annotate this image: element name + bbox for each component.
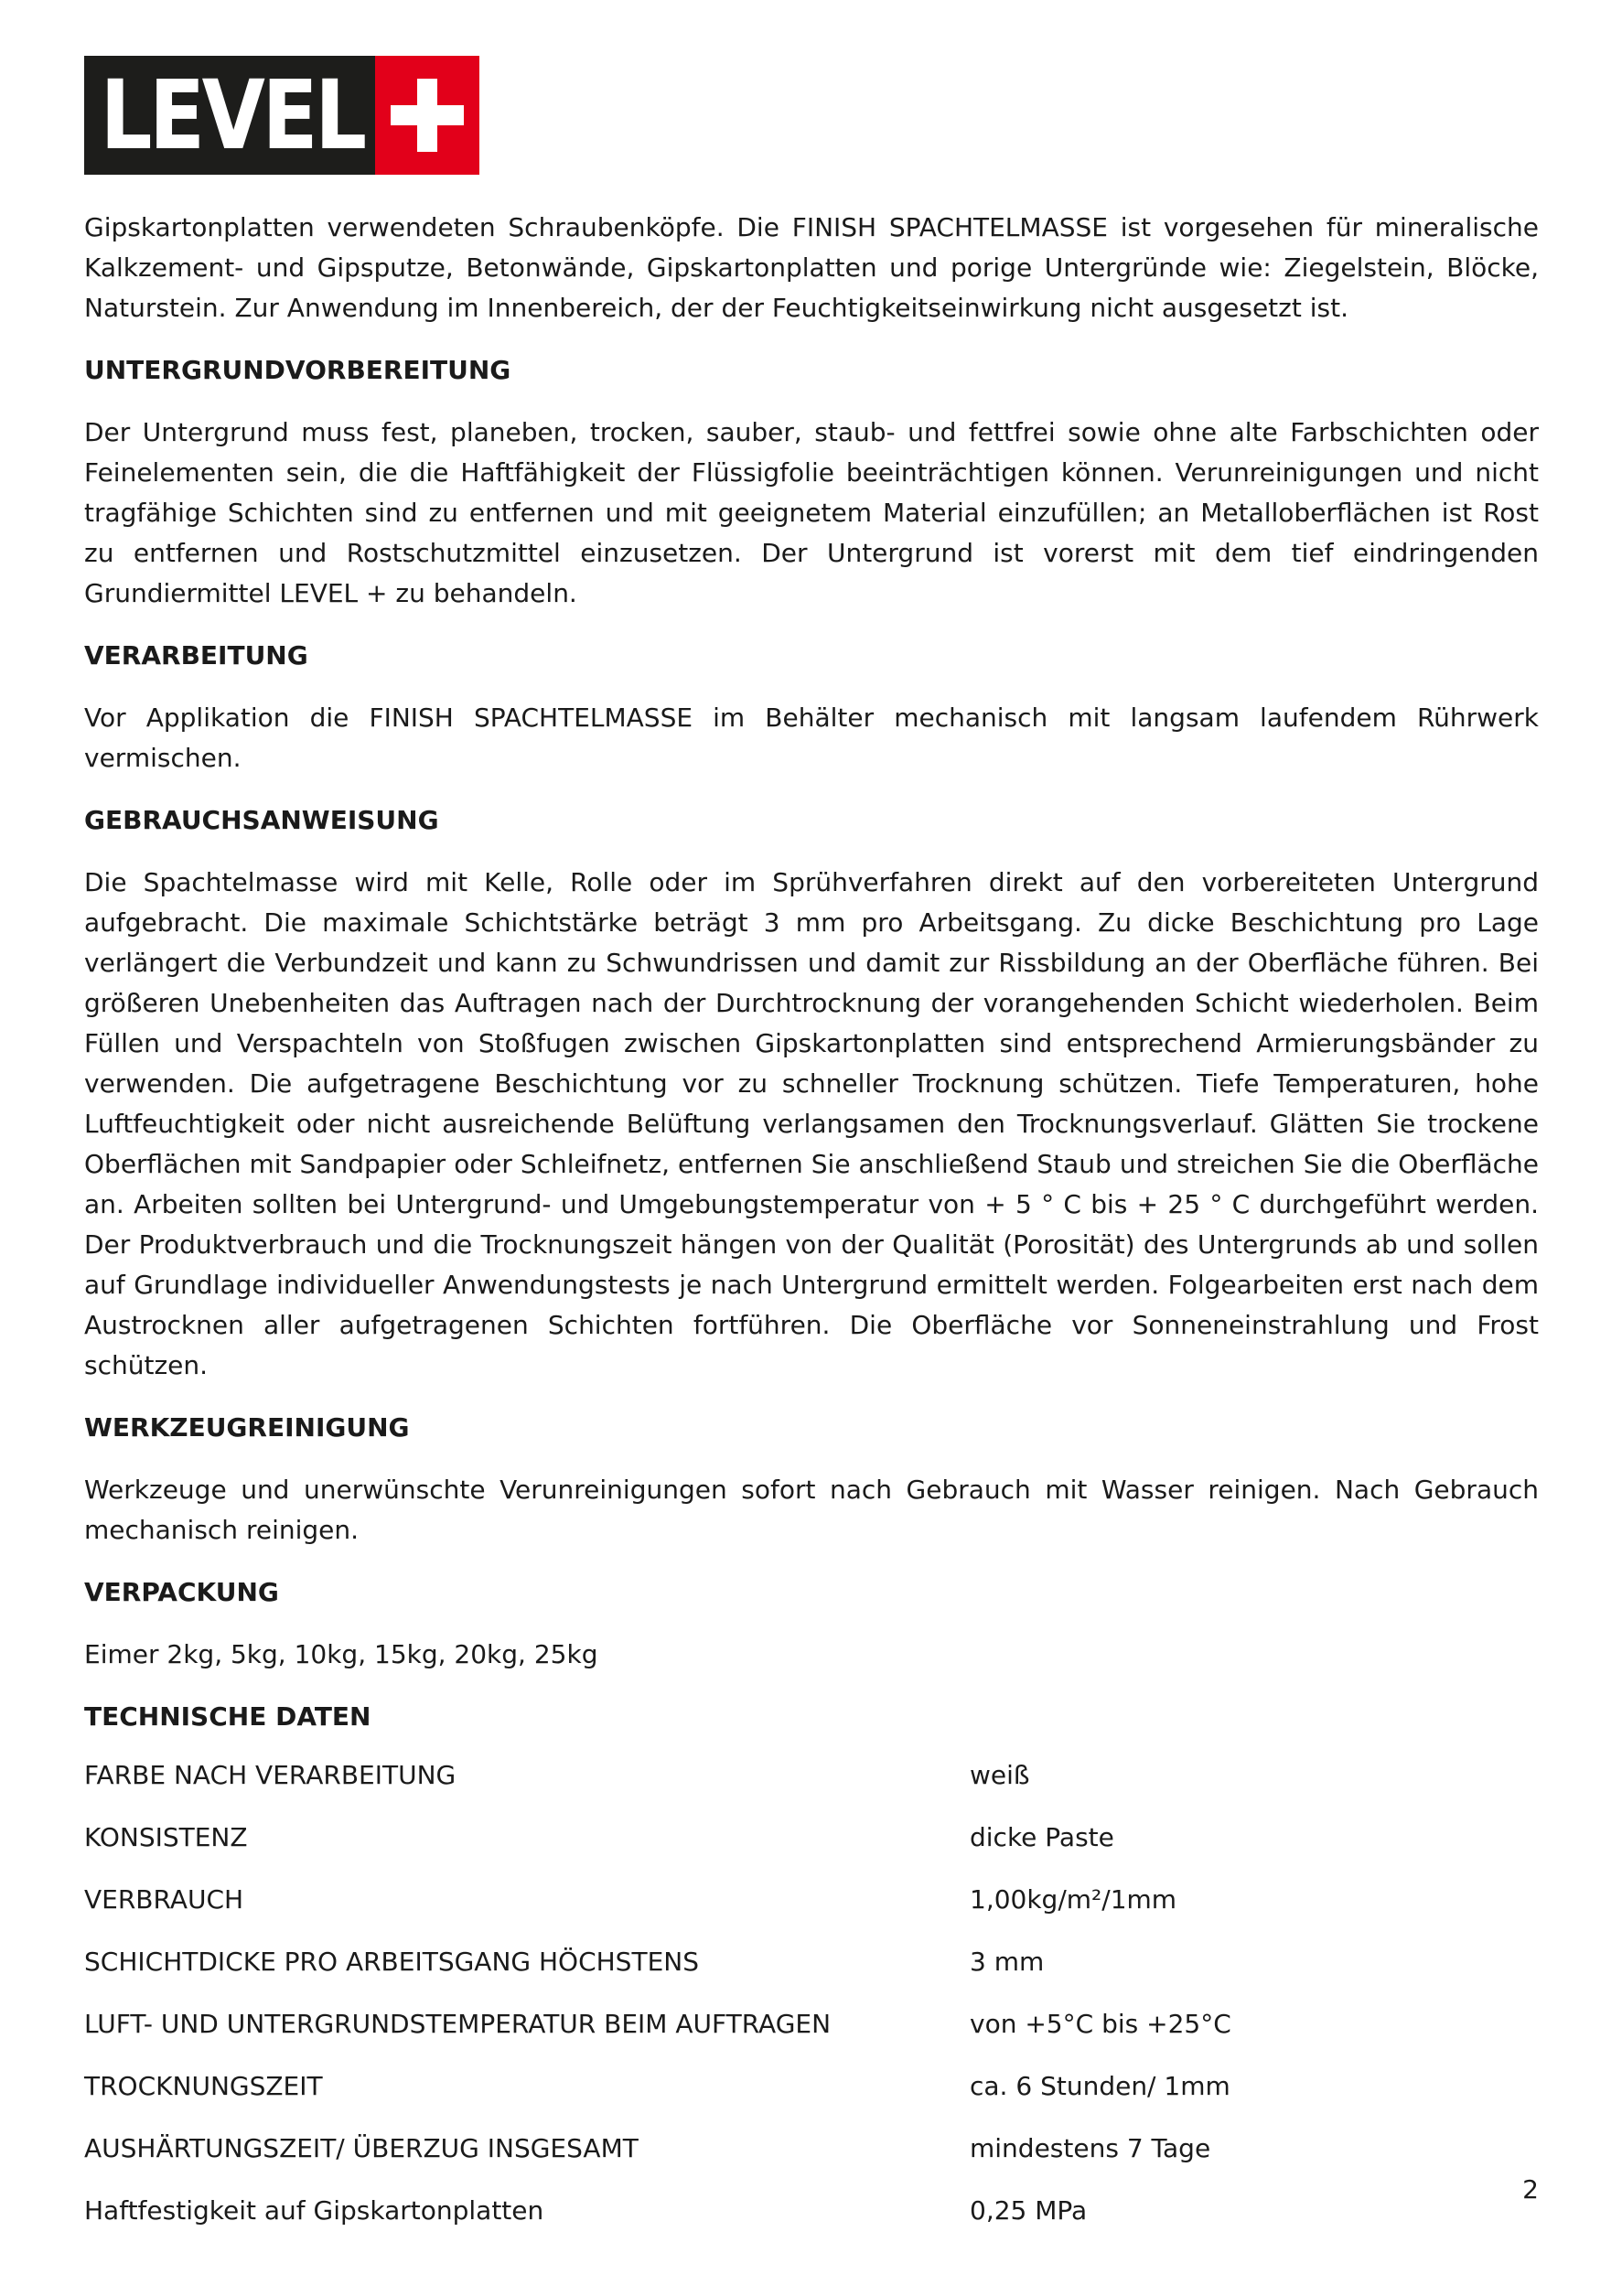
tech-label: LUFT- UND UNTERGRUNDSTEMPERATUR BEIM AUFTRAGEN: [84, 2009, 832, 2039]
tech-value: von +5°C bis +25°C: [970, 2009, 1231, 2039]
technical-data-table: [84, 1755, 1539, 2253]
table-row: [84, 2004, 1539, 2066]
tech-label: AUSHÄRTUNGSZEIT/ ÜBERZUG INSGESAMT: [84, 2133, 639, 2163]
logo-wordmark-block: [84, 56, 375, 175]
plus-icon-vertical: [417, 79, 437, 152]
section-heading-verpackung: VERPACKUNG: [84, 1577, 279, 1607]
section-heading-gebrauchsanweisung: GEBRAUCHSANWEISUNG: [84, 805, 439, 835]
table-row: [84, 2066, 1539, 2129]
section-text-untergrundvorbereitung: Der Untergrund muss fest, planeben, trocken, sauber, staub- und fettfrei sowie ohne alte Farbschichten oder Feinelementen sein, die die Haftfähigkeit der Flüssigfolie beeinträchtigen können. Verunreinigungen und nicht tragfähige Schichten sind zu entfernen und mit geeignetem Material einzufüllen; an Metalloberflächen ist Rost zu entfernen und Rostschutzmittel einzusetzen. Der Untergrund ist vorerst mit dem tief eindringenden Grundiermittel LEVEL + zu behandeln.: [84, 417, 1539, 608]
section-text-verarbeitung: Vor Applikation die FINISH SPACHTELMASSE im Behälter mechanisch mit langsam laufendem Rührwerk vermischen.: [84, 703, 1539, 773]
section-text-werkzeugreinigung: Werkzeuge und unerwünschte Verunreinigungen sofort nach Gebrauch mit Wasser reinigen. Nach Gebrauch mechanisch reinigen.: [84, 1475, 1539, 1545]
tech-label: VERBRAUCH: [84, 1884, 244, 1915]
table-row: [84, 2129, 1539, 2191]
tech-value: mindestens 7 Tage: [970, 2133, 1211, 2163]
logo-plus-block: [375, 56, 479, 175]
intro-paragraph: Gipskartonplatten verwendeten Schraubenköpfe. Die FINISH SPACHTELMASSE ist vorgesehen für mineralische Kalkzement- und Gipsputze, Betonwände, Gipskartonplatten und porige Untergründe wie: Ziegelstein, Blöcke, Naturstein. Zur Anwendung im Innenbereich, der der Feuchtigkeitseinwirkung nicht ausgesetzt ist.: [84, 212, 1539, 323]
tech-label: KONSISTENZ: [84, 1822, 248, 1852]
level-plus-logo: [84, 56, 479, 175]
section-text-gebrauchsanweisung: Die Spachtelmasse wird mit Kelle, Rolle oder im Sprühverfahren direkt auf den vorbereiteten Untergrund aufgebracht. Die maximale Schichtstärke beträgt 3 mm pro Arbeitsgang. Zu dicke Beschichtung pro Lage verlängert die Verbundzeit und kann zu Schwundrissen und damit zur Rissbildung an der Oberfläche führen. Bei größeren Unebenheiten das Auftragen nach der Durchtrocknung der vorangehenden Schicht wiederholen. Beim Füllen und Verspachteln von Stoßfugen zwischen Gipskartonplatten sind entsprechend Armierungsbänder zu verwenden. Die aufgetragene Beschichtung vor zu schneller Trocknung schützen. Tiefe Temperaturen, hohe Luftfeuchtigkeit oder nicht ausreichende Belüftung verlangsamen den Trocknungsverlauf. Glätten Sie trockene Oberflächen mit Sandpapier oder Schleifnetz, entfernen Sie anschließend Staub und streichen Sie die Oberfläche an. Arbeiten sollten bei Untergrund- und Umgebungstemperatur von + 5 ° C bis + 25 ° C durchgeführt werden. Der Produktverbrauch und die Trocknungszeit hängen von der Qualität (Porosität) des Untergrunds ab und sollen auf Grundlage individueller Anwendungstests je nach Untergrund ermittelt werden. Folgearbeiten erst nach dem Austrocknen aller aufgetragenen Schichten fortführen. Die Oberfläche vor Sonneneinstrahlung und Frost schützen.: [84, 867, 1539, 1380]
tech-value: dicke Paste: [970, 1822, 1114, 1852]
tech-label: TROCKNUNGSZEIT: [84, 2071, 323, 2101]
section-text-verpackung: Eimer 2kg, 5kg, 10kg, 15kg, 20kg, 25kg: [84, 1639, 598, 1669]
tech-value: 1,00kg/m²/1mm: [970, 1884, 1177, 1915]
tech-value: ca. 6 Stunden/ 1mm: [970, 2071, 1230, 2101]
tech-value: 3 mm: [970, 1947, 1045, 1977]
section-heading-werkzeugreinigung: WERKZEUGREINIGUNG: [84, 1412, 410, 1443]
tech-label: FARBE NACH VERARBEITUNG: [84, 1760, 457, 1790]
section-heading-technische-daten: TECHNISCHE DATEN: [84, 1701, 371, 1732]
table-row: [84, 1755, 1539, 1818]
tech-label: SCHICHTDICKE PRO ARBEITSGANG HÖCHSTENS: [84, 1947, 699, 1977]
page-number: 2: [1522, 2174, 1539, 2205]
section-heading-verarbeitung: VERARBEITUNG: [84, 640, 308, 671]
tech-value: 0,25 MPa: [970, 2195, 1088, 2226]
tech-label: Haftfestigkeit auf Gipskartonplatten: [84, 2195, 544, 2226]
table-row: [84, 1942, 1539, 2004]
section-heading-untergrundvorbereitung: UNTERGRUNDVORBEREITUNG: [84, 355, 511, 385]
table-row: [84, 2191, 1539, 2253]
tech-value: weiß: [970, 1760, 1030, 1790]
document-content: [84, 208, 1539, 2253]
logo-wordmark: LEVEL: [100, 59, 365, 171]
table-row: [84, 1880, 1539, 1942]
table-row: [84, 1818, 1539, 1880]
